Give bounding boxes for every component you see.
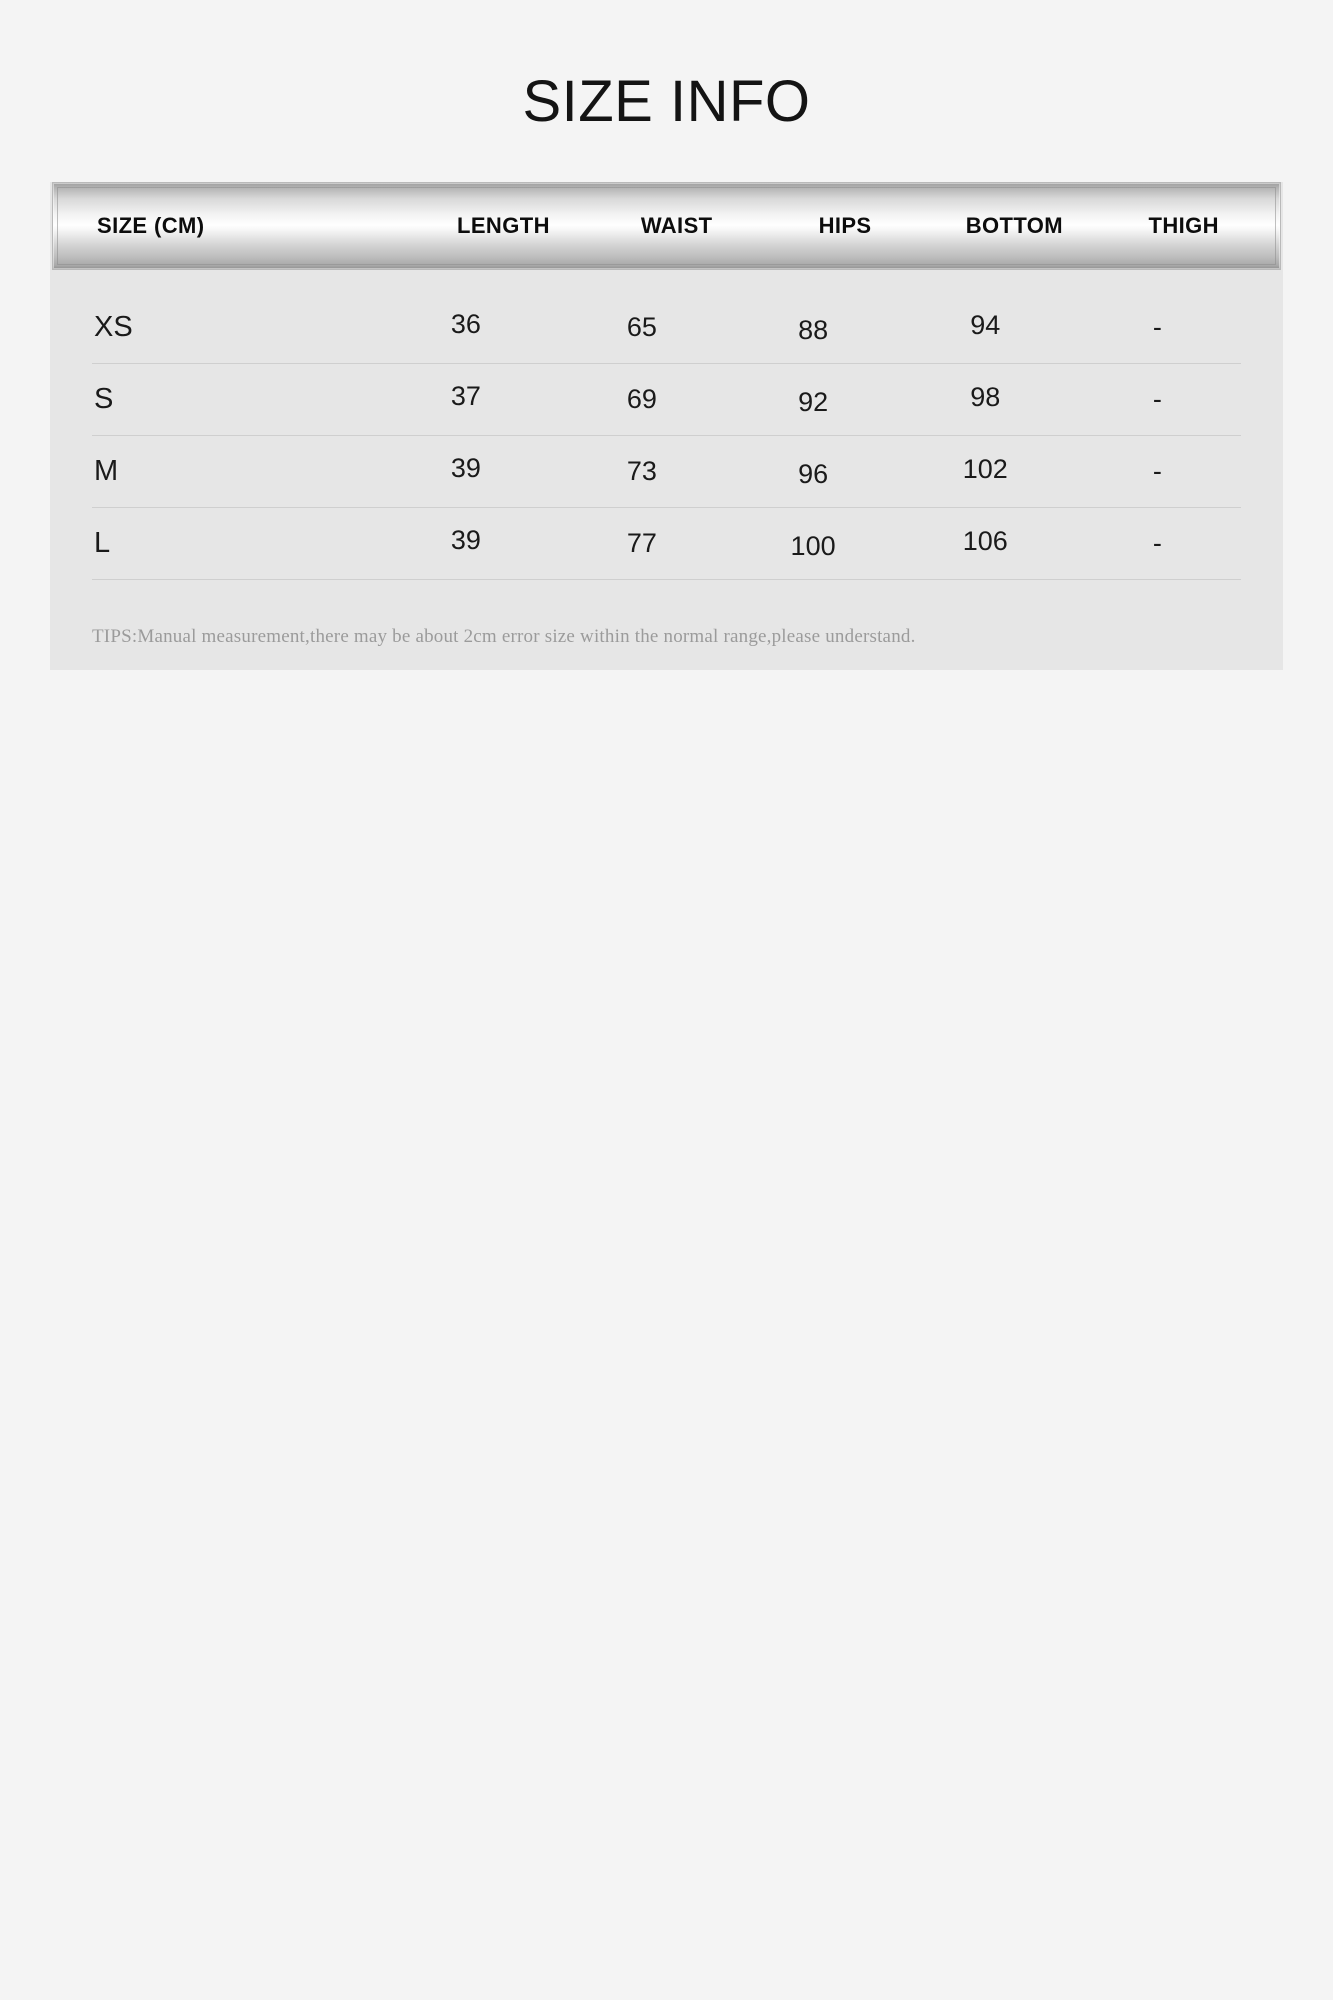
- cell-hips: 88: [798, 315, 829, 345]
- cell-hips: 100: [790, 531, 836, 561]
- cell-bottom: 94: [970, 310, 1001, 340]
- cell-length: 36: [450, 309, 481, 339]
- tips-note: TIPS:Manual measurement,there may be about 2cm error size within the normal range,please understand.: [92, 626, 916, 647]
- cell-thigh: -: [1152, 456, 1162, 486]
- cell-size: S: [94, 383, 114, 415]
- cell-length: 37: [450, 381, 481, 411]
- cell-bottom: 98: [970, 382, 1001, 412]
- column-header-hips: HIPS: [818, 213, 872, 238]
- table-body: [50, 270, 1283, 580]
- cell-thigh: -: [1152, 312, 1162, 342]
- table-header-row: [53, 183, 1280, 269]
- table-row: [92, 508, 1241, 580]
- cell-bottom: 106: [962, 526, 1008, 556]
- page-title: SIZE INFO: [522, 69, 811, 134]
- cell-waist: 77: [626, 528, 657, 558]
- cell-thigh: -: [1152, 528, 1162, 558]
- cell-size: M: [94, 455, 119, 487]
- cell-length: 39: [450, 525, 481, 555]
- cell-size: XS: [94, 311, 133, 343]
- cell-waist: 65: [626, 312, 657, 342]
- column-header-bottom: BOTTOM: [965, 213, 1064, 238]
- column-header-thigh: THIGH: [1148, 213, 1219, 238]
- cell-hips: 96: [798, 459, 829, 489]
- table-row: [92, 292, 1241, 364]
- cell-bottom: 102: [962, 454, 1008, 484]
- cell-thigh: -: [1152, 384, 1162, 414]
- size-table: [50, 182, 1283, 670]
- column-header-waist: WAIST: [640, 213, 713, 238]
- cell-length: 39: [450, 453, 481, 483]
- table-row: [92, 364, 1241, 436]
- table-header-bar: [52, 182, 1281, 270]
- cell-hips: 92: [798, 387, 829, 417]
- cell-size: L: [94, 527, 111, 559]
- column-header-size: SIZE (CM): [97, 213, 205, 238]
- column-header-length: LENGTH: [457, 213, 550, 238]
- table-row: [92, 436, 1241, 508]
- cell-waist: 69: [626, 384, 657, 414]
- cell-waist: 73: [626, 456, 657, 486]
